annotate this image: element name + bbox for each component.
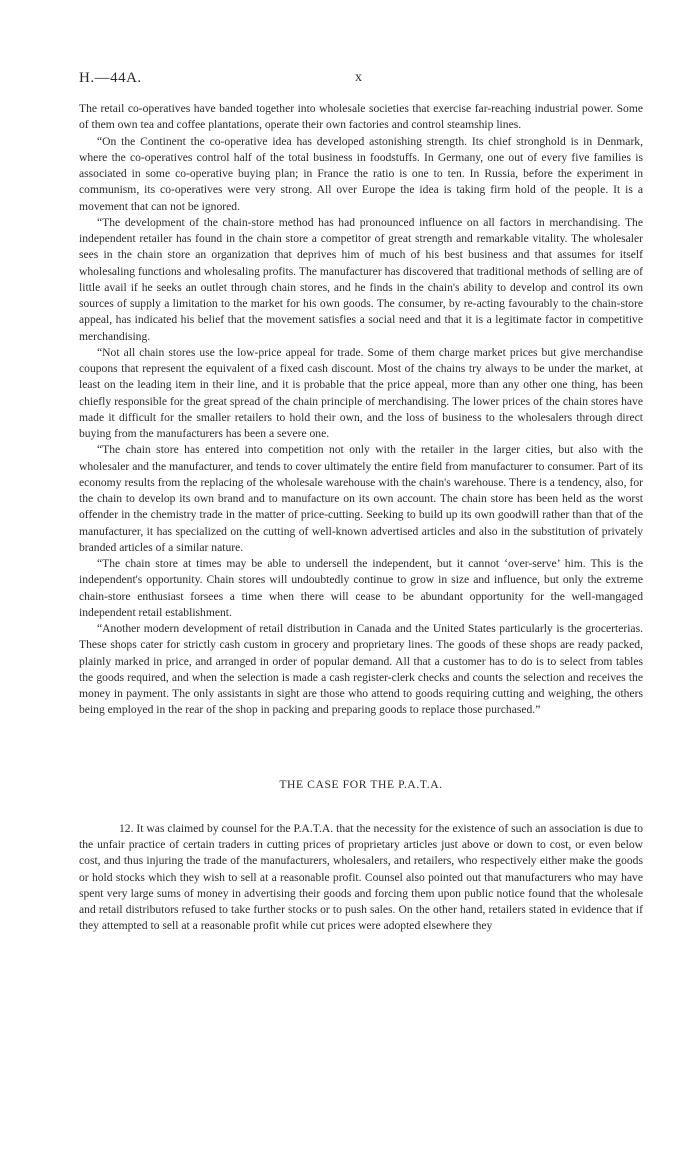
page-number: x xyxy=(355,70,362,85)
section-heading: THE CASE FOR THE P.A.T.A. xyxy=(279,777,443,791)
report-reference: H.—44A. xyxy=(79,70,142,86)
paragraph: The retail co-operatives have banded together into wholesale societies that exercise far-reaching industrial power. Some of them own tea and coffee plantations, operate their own factories and control steamship lines. xyxy=(79,102,643,132)
paragraph: “Not all chain stores use the low-price appeal for trade. Some of them charge market prices but give merchandise coupons that represent the equivalent of a fixed cash discount. Most of the chains try always to be under the market, at least on the leading item in their line, and it is probable that the price appeal, more than any other one thing, has been chiefly responsible for the great spread of the chain principle of merchandising. The lower prices of the chain stores have made it difficult for the smaller retailers to hold their own, and the loss of business to the wholesalers through direct buying from the manufacturers has been a severe one. xyxy=(79,345,643,440)
body-text xyxy=(79,101,643,935)
page-header xyxy=(79,70,643,90)
paragraph: “The chain store has entered into competition not only with the retailer in the larger cities, but also with the wholesaler and the manufacturer, and tends to cover ultimately the entire field from manufacturer to consumer. Part of its economy results from the replacing of the wholesale warehouse with the chain's warehouse. There is a tendency, also, for the chain to develop its own brand and to manufacture on its own account. The chain store has been held as the worst offender in the chemistry trade in the matter of price-cutting. Seeking to build up its own goodwill rather than that of the manufacturer, it has specialized on the cutting of well-known advertised articles and also in the substitution of privately branded articles of a similar nature. xyxy=(79,443,643,554)
paragraph: “On the Continent the co-operative idea has developed astonishing strength. Its chief stronghold is in Denmark, where the co-operatives control half of the total business in foodstuffs. In Germany, one out of every five families is associated in some co-operative buying plan; in France the ratio is one to ten. In Russia, before the experiment in communism, its co-operatives were very strong. All over Europe the idea is taking firm hold of the people. It is a movement that can not be ignored. xyxy=(79,134,643,213)
paragraph: “The chain store at times may be able to undersell the independent, but it cannot ‘over-serve’ him. This is the independent's opportunity. Chain stores will undoubtedly continue to grow in size and influence, but only the extreme chain-store enthusiast forsees a time when there will cease to be abundant opportunity for the well-mangaged independent retail establishment. xyxy=(79,557,643,619)
paragraph: “Another modern development of retail distribution in Canada and the United States particularly is the grocerterias. These shops cater for strictly cash custom in grocery and proprietary lines. The goods of these shops are ready packed, plainly marked in price, and arranged in order of popular demand. All that a customer has to do is to select from tables the goods required, and when the selection is made a cash register-clerk checks and counts the selection and receives the money in payment. The only assistants in sight are those who attend to goods requiring cutting and weighing, the others being employed in the rear of the shop in packing and preparing goods to replace those purchased.” xyxy=(79,622,643,717)
numbered-paragraph: 12. It was claimed by counsel for the P.A.T.A. that the necessity for the existence of such an association is due to the unfair practice of certain traders in cutting prices of proprietary articles just above or down to cost, or even below cost, and thus injuring the trade of the manufacturers, wholesalers, and retailers, who respectively either make the goods or hold stocks which they wish to sell at a reasonable profit. Counsel also pointed out that manufacturers who may have spent very large sums of money in advertising their goods and forcing them upon public notice found that the wholesale and retail distributors refused to take further stocks or to push sales. On the other hand, retailers stated in evidence that if they attempted to sell at a reasonable profit while cut prices were adopted elsewhere they xyxy=(79,821,643,933)
paragraph: “The development of the chain-store method has had pronounced influence on all factors in merchandising. The independent retailer has found in the chain store a competitor of great strength and remarkable vitality. The wholesaler sees in the chain store an organization that deprives him of much of his best business and that assumes for itself wholesaling functions and wholesaling profits. The manufacturer has discovered that traditional methods of selling are of little avail if he seeks an outlet through chain stores, and he finds in the chain's ability to develop and control its own sources of supply a limitation to the market for his own goods. The consumer, by re-acting favourably to the chain-store appeal, has indicated his belief that the movement satisfies a social need and that it is a legitimate factor in competitive merchandising. xyxy=(79,215,643,343)
